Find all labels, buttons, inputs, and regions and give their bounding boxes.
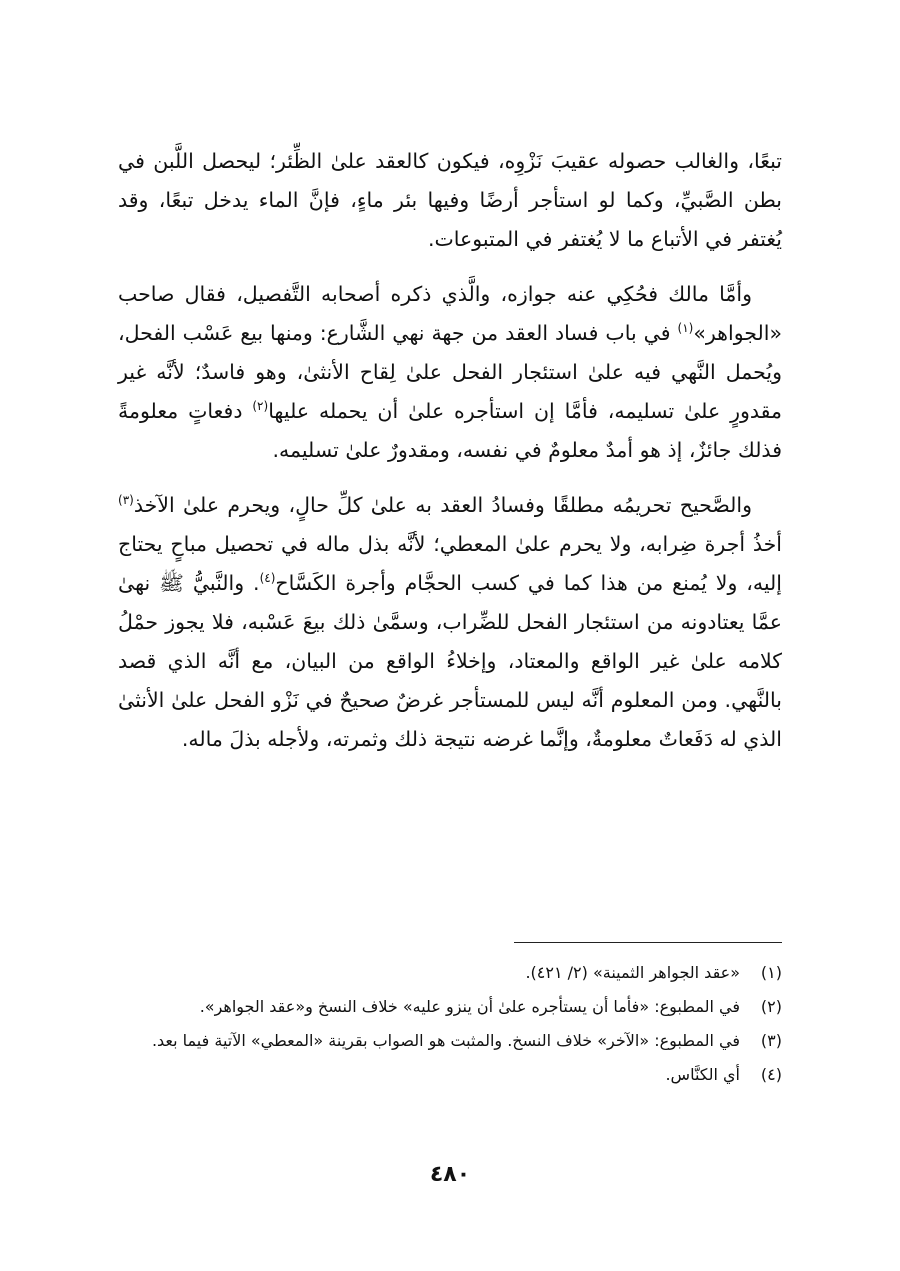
- page-number: ٤٨٠: [429, 1162, 471, 1187]
- footnote-text: في المطبوع: «فأما أن يستأجره علىٰ أن ينزو عليه» خلاف النسخ و«عقد الجواهر».: [199, 997, 740, 1016]
- footnotes: [118, 958, 782, 1094]
- paragraph-2-part-1: وأمَّا مالك فحُكِي عنه جوازه، والَّذي ذكره أصحابه التَّفصيل، فقال صاحب «الجواهر»: [118, 282, 782, 345]
- paragraph-2-part-2: في باب فساد العقد من جهة نهي الشَّارع: ومنها بيع عَسْب الفحل، ويُحمل النَّهي فيه علىٰ استئجار الفحل علىٰ لِقاح الأنثىٰ، وهو فاسدٌ؛ لأنَّه غير مقدورٍ علىٰ تسليمه، فأمَّا إن استأجره علىٰ أن يحمله عليها: [118, 321, 782, 423]
- paragraph-1: تبعًا، والغالب حصوله عقيبَ نَزْوِه، فيكون كالعقد علىٰ الظِّئر؛ ليحصل اللَّبن في بطن الصَّبيِّ، وكما لو استأجر أرضًا وفيها بئر ماءٍ، فإنَّ الماء يدخل تبعًا، وقد يُغتفر في الأتباع ما لا يُغتفر في المتبوعات.: [118, 149, 782, 251]
- paragraph-3: [118, 486, 782, 759]
- footnote-divider: [514, 942, 782, 943]
- footnote-number: (٣): [760, 1031, 782, 1050]
- paragraph-3-part-1: والصَّحيح تحريمُه مطلقًا وفسادُ العقد به علىٰ كلِّ حالٍ، ويحرم علىٰ الآخذ: [133, 493, 752, 517]
- footnote-3: [118, 1026, 782, 1056]
- footnote-text: أي الكنَّاس.: [665, 1065, 740, 1084]
- paragraph-3-part-2: أخذُ أجرة ضِرابه، ولا يحرم علىٰ المعطي؛ لأنَّه بذل ماله في تحصيل مباحٍ يحتاج إليه، ولا يُمنع من هذا كما في كسب الحجَّام وأجرة الكَسَّاح: [118, 532, 782, 595]
- paragraph-3-part-3: . والنَّبيُّ ﷺ نهىٰ عمَّا يعتادونه من استئجار الفحل للضِّراب، وسمَّىٰ ذلك بيعَ عَسْبه، فلا يجوز حمْلُ كلامه علىٰ غير الواقع والمعتاد، وإخلاءُ الواقع من البيان، مع أنَّه الذي قصد بالنَّهي. ومن المعلوم أنَّه ليس للمستأجر غرضٌ صحيحٌ في نَزْو الفحل علىٰ الأنثىٰ الذي له دَفَعاتٌ معلومةٌ، وإنَّما غرضه نتيجة ذلك وثمرته، ولأجله بذلَ ماله.: [118, 571, 782, 751]
- footnote-ref-1: (١): [677, 321, 694, 336]
- footnote-number: (٢): [760, 997, 782, 1016]
- footnote-1: [118, 958, 782, 988]
- footnote-number: (٤): [760, 1065, 782, 1084]
- footnote-text: «عقد الجواهر الثمينة» (٢/ ٤٢١).: [525, 963, 740, 982]
- footnote-ref-4: (٤): [259, 571, 276, 586]
- footnote-text: في المطبوع: «الآخر» خلاف النسخ. والمثبت هو الصواب بقرينة «المعطي» الآتية فيما بعد.: [151, 1031, 740, 1050]
- footnote-2: [118, 992, 782, 1022]
- footnote-ref-3: (٣): [118, 493, 134, 508]
- main-text: [118, 142, 782, 775]
- footnote-ref-2: (٢): [252, 399, 269, 414]
- paragraph-2-part-3: دفعاتٍ معلومةً فذلك جائزٌ، إذ هو أمدٌ معلومٌ في نفسه، ومقدورٌ علىٰ تسليمه.: [118, 399, 782, 462]
- footnote-4: [118, 1060, 782, 1090]
- paragraph-2: [118, 275, 782, 470]
- footnote-number: (١): [760, 963, 782, 982]
